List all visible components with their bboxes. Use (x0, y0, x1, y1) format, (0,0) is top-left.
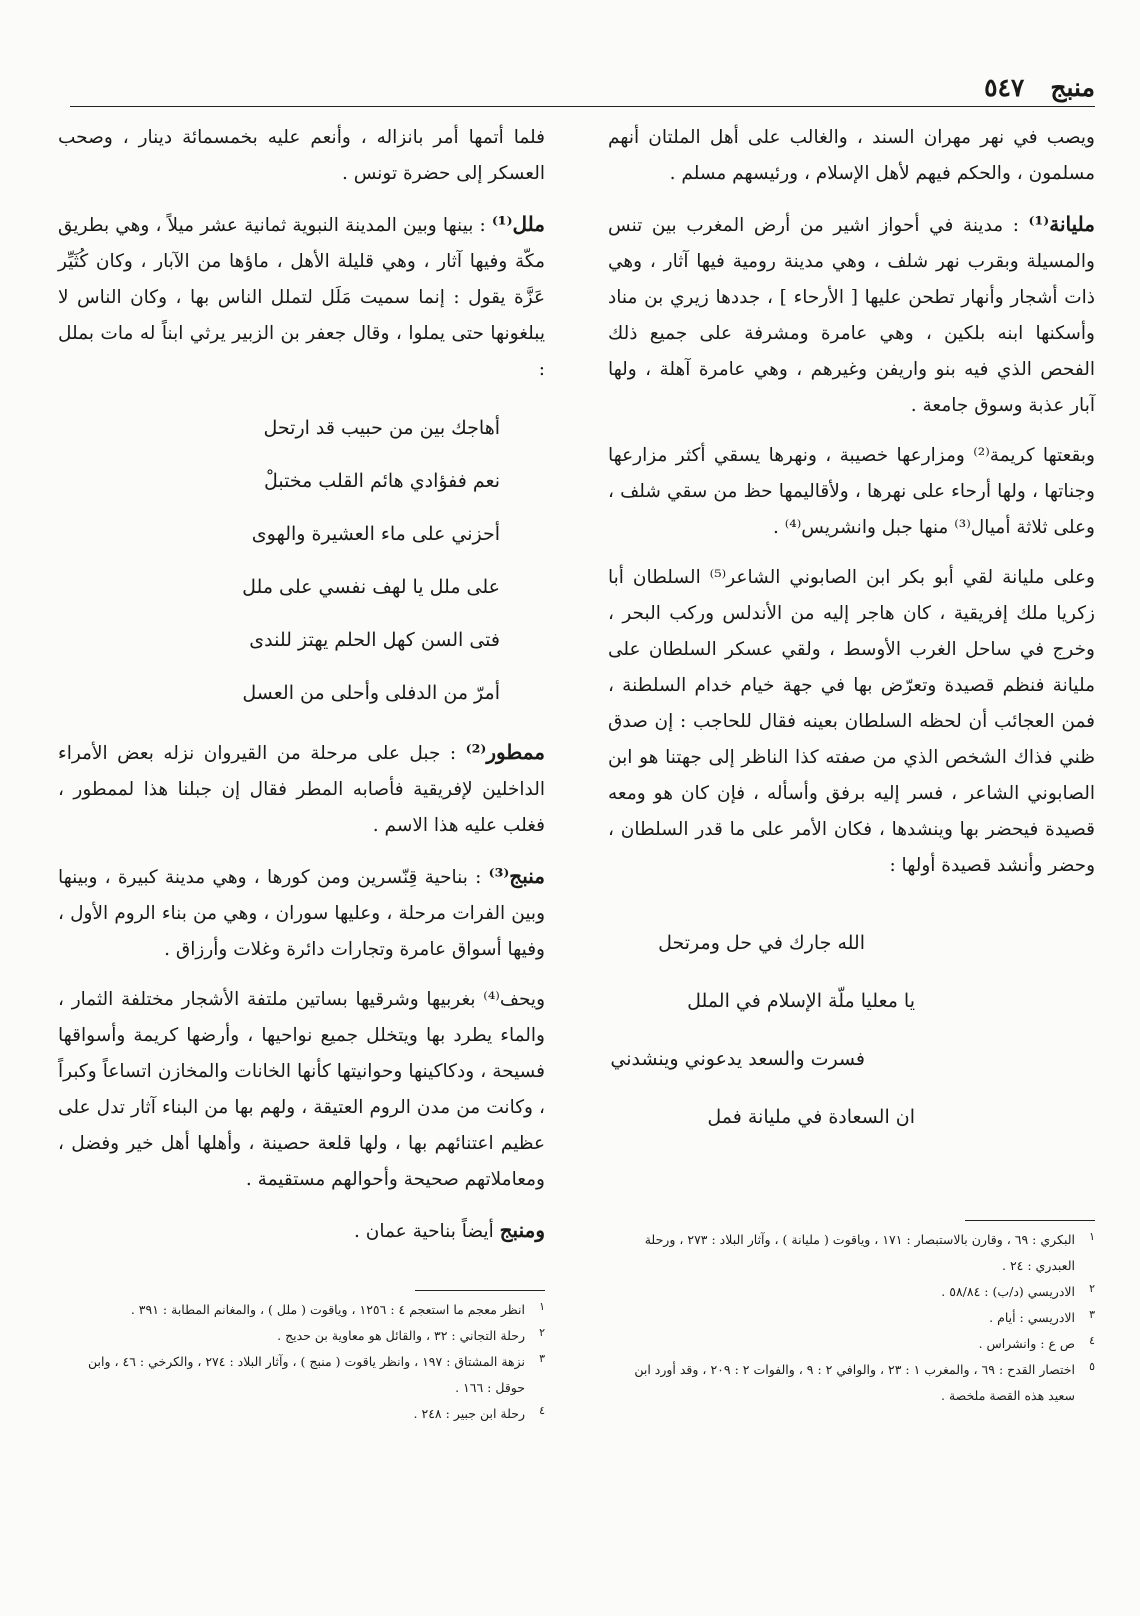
footnote-text: الادريسي (د/ب) : ٥٨/٨٤ . (941, 1284, 1075, 1299)
paragraph: وبقعتها كريمة⁽²⁾ ومزارعها خصيبة ، ونهرها يسقي أكثر مزارعها وجناتها ، ولها أرحاء على نهرها ، ولأقاليمها حظ من سقي شلف ، وعلى ثلاثة أميال⁽³⁾ منها جبل وانشريس⁽⁴⁾ . (608, 445, 1095, 538)
poem-line: نعم ففؤادي هائم القلب مختبلْ (263, 470, 500, 492)
footnote-text: نزهة المشتاق : ١٩٧ ، وانظر ياقوت ( منبج ) ، وآثار البلاد : ٢٧٤ ، والكرخي : ٤٦ ، وابن حوقل : ١٦٦ . (88, 1354, 525, 1395)
footnote-text: البكري : ٦٩ ، وقارن بالاستبصار : ١٧١ ، وياقوت ( مليانة ) ، وآثار البلاد : ٢٧٣ ، ورحلة العبدري : ٢٤ . (644, 1232, 1075, 1273)
poem-line: الله جارك في حل ومرتحل (658, 932, 865, 954)
footnote-number: ٤ (539, 1404, 545, 1417)
poem-line: على ملل يا لهف نفسي على ملل (242, 576, 500, 598)
footnote-text: ص ع : وانشراس . (978, 1336, 1075, 1351)
poem-line: أهاجك بين من حبيب قد ارتحل (263, 417, 500, 439)
footnote (58, 1349, 545, 1401)
entry-heading: ممطور⁽²⁾ (465, 740, 545, 764)
poem-line: أمرّ من الدفلى وأحلى من العسل (242, 682, 500, 704)
footnote-text: الادريسي : أيام . (989, 1310, 1075, 1325)
poem-line: فسرت والسعد يدعوني وينشدني (610, 1048, 865, 1070)
poem (608, 914, 1095, 1146)
poem (58, 402, 545, 720)
footnote-number: ١ (1089, 1230, 1095, 1243)
footnote (608, 1357, 1095, 1409)
paragraph: ويحف⁽⁴⁾ بغربيها وشرقيها بساتين ملتفة الأشجار مختلفة الثمار ، والماء يطرد بها ويتخلل جميع نواحيها ، وأرضها كريمة وأسواقها فسيحة ، ودكاكينها وحوانيتها كأنها الخانات والمخازن اتساعاً وكبراً ، وكانت من مدن الروم العتيقة ، ولهم بها من البناء آثار تدل على عظيم اعتنائهم بها ، ولها قلعة حصينة ، وأهلها أهل خير وفضل ، ومعاملاتهم صحيحة وأحوالهم مستقيمة . (58, 989, 545, 1190)
footnote-number: ١ (539, 1300, 545, 1313)
poem-line: يا معليا ملّة الإسلام في الملل (687, 990, 915, 1012)
footnote (58, 1323, 545, 1349)
entry-body: : بناحية قِنّسرين ومن كورها ، وهي مدينة كبيرة ، وبينها وبين الفرات مرحلة ، وعليها سوران ، وهي من بناء الروم الأول ، وفيها أسواق عامرة وتجارات دائرة وغلات وأرزاق . (58, 867, 545, 960)
footnotes-right (608, 1220, 1095, 1409)
running-title: منبج (1050, 73, 1095, 102)
footnote-number: ٢ (539, 1326, 545, 1339)
entry-heading: منبج⁽³⁾ (488, 864, 545, 888)
entry-heading: ملل⁽¹⁾ (491, 212, 545, 236)
entry-malal (58, 206, 545, 388)
entry-manbij (58, 858, 545, 968)
footnote-number: ٣ (1089, 1308, 1095, 1321)
footnote (608, 1305, 1095, 1331)
footnote-number: ٤ (1089, 1334, 1095, 1347)
page-header (70, 62, 1095, 107)
footnote (58, 1297, 545, 1323)
entry-body: أيضاً بناحية عمان . (354, 1221, 500, 1242)
footnote-text: انظر معجم ما استعجم ٤ : ١٢٥٦ ، وياقوت ( ملل ) ، والمغانم المطابة : ٣٩١ . (130, 1302, 525, 1317)
footnotes-left (58, 1290, 545, 1427)
paragraph: وعلى مليانة لقي أبو بكر ابن الصابوني الشاعر⁽⁵⁾ السلطان أبا زكريا ملك إفريقية ، كان هاجر إليه من الأندلس وركب البحر ، وخرج في ساحل الغرب الأوسط ، ولقي عسكر السلطان على مليانة فنظم قصيدة وتعرّض بها في جهة خيام خدام السلطنة ، فمن العجائب أن لحظه السلطان بعينه فقال للحاجب : إن صدق ظني فذاك الشخص الذي من صفته كذا الناظر إلى جهتنا هو ابن الصابوني الشاعر ، فسر إليه برفق وأسأله ، فإن كان هو ومعه قصيدة فيحضر بها وينشدها ، فكان الأمر على ما قدر السلطان ، وحضر وأنشد قصيدة أولها : (608, 567, 1095, 876)
footnote-rule (965, 1220, 1095, 1221)
poem-line: فتى السن كهل الحلم يهتز للندى (249, 629, 500, 651)
footnote (58, 1401, 545, 1427)
left-column (58, 120, 545, 1264)
entry-heading: مليانة⁽¹⁾ (1028, 212, 1095, 236)
entry-heading: ومنبج (499, 1218, 545, 1242)
entry-milyana (608, 206, 1095, 424)
right-column (608, 120, 1095, 1160)
paragraph: ويصب في نهر مهران السند ، والغالب على أهل الملتان أنهم مسلمون ، والحكم فيهم لأهل الإسلام ، ورئيسهم مسلم . (608, 127, 1095, 184)
footnote-text: رحلة ابن جبير : ٢٤٨ . (413, 1406, 525, 1421)
paragraph: فلما أتمها أمر بانزاله ، وأنعم عليه بخمسمائة دينار ، وصحب العسكر إلى حضرة تونس . (58, 127, 545, 184)
entry-body: : بينها وبين المدينة النبوية ثمانية عشر ميلاً ، وهي بطريق مكّة وفيها آثار ، وهي قليلة الأهل ، ماؤها من الآبار ، وكان كُثَيِّر عَزَّة يقول : إنما سميت مَلَل لتملل الناس بها ، وكان الناس لا يبلغونها حتى يملوا ، وقال جعفر بن الزبير يرثي ابناً له مات بملل : (58, 215, 545, 380)
page-number: ٥٤٧ (984, 73, 1025, 102)
entry-body: : مدينة في أحواز اشير من أرض المغرب بين تنس والمسيلة وبقرب نهر شلف ، وهي مدينة رومية فيها آثار ، وهي ذات أشجار وأنهار تطحن عليها [ الأرحاء ] ، جددها زيري بن مناد وأسكنها ابنه بلكين ، وهي عامرة ومشرفة على جميع ذلك الفحص الذي فيه بنو واريفن وغيرهم ، وهي عامرة آهلة ، ولها آبار عذبة وسوق جامعة . (608, 215, 1095, 416)
entry-manbij-oman (58, 1212, 545, 1250)
entry-body: : جبل على مرحلة من القيروان نزله بعض الأمراء الداخلين لإفريقية فأصابه المطر فقال إن جبلنا هذا لممطور ، فغلب عليه هذا الاسم . (58, 743, 545, 836)
footnote (608, 1331, 1095, 1357)
footnote-number: ٢ (1089, 1282, 1095, 1295)
footnote-text: رحلة التجاني : ٣٢ ، والقائل هو معاوية بن حديج . (277, 1328, 525, 1343)
footnote-number: ٥ (1089, 1360, 1095, 1373)
poem-line: أحزني على ماء العشيرة والهوى (251, 523, 500, 545)
poem-line: ان السعادة في مليانة فمل (707, 1106, 915, 1128)
footnote (608, 1279, 1095, 1305)
footnote (608, 1227, 1095, 1279)
footnote-rule (415, 1290, 545, 1291)
footnote-text: اختصار القدح : ٦٩ ، والمغرب ١ : ٢٣ ، والوافي ٢ : ٩ ، والفوات ٢ : ٢٠٩ ، وقد أورد ابن سعيد هذه القصة ملخصة . (634, 1362, 1075, 1403)
footnote-number: ٣ (539, 1352, 545, 1365)
entry-mamtur (58, 734, 545, 844)
